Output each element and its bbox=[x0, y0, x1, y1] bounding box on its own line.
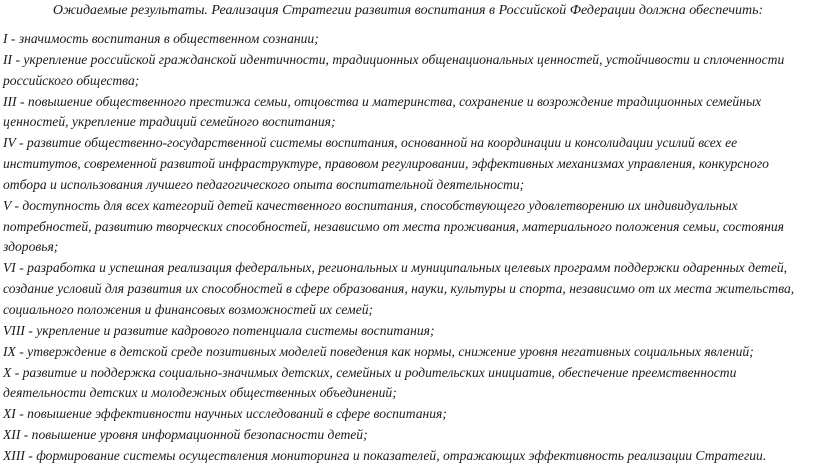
list-item: II - укрепление российской гражданской идентичности, традиционных общенациональных ценностей, устойчивости и сплоченности российского общества; bbox=[3, 51, 785, 88]
list-item: VIII - укрепление и развитие кадрового потенциала системы воспитания; bbox=[3, 322, 435, 338]
list-item: X - развитие и поддержка социально-значимых детских, семейных и родительских инициатив, обеспечение преемственности деятельности детских и молодежных общественных объединений; bbox=[3, 364, 737, 401]
results-list bbox=[3, 29, 811, 467]
list-item: XI - повышение эффективности научных исследований в сфере воспитания; bbox=[3, 406, 447, 422]
list-item: VI - разработка и успешная реализация федеральных, региональных и муниципальных целевых программ поддержки одаренных детей, создание условий для развития их способностей в сфере образования, науки, культуры и спорта, независимо от их места жительства, социального положения и финансовых возможностей их семей; bbox=[3, 260, 795, 317]
list-item: IX - утверждение в детской среде позитивных моделей поведения как нормы, снижение уровня негативных социальных явлений; bbox=[3, 343, 754, 359]
list-item: III - повышение общественного престижа семьи, отцовства и материнства, сохранение и возрождение традиционных семейных ценностей, укрепление традиций семейного воспитания; bbox=[3, 93, 762, 130]
document-title: Ожидаемые результаты. Реализация Стратегии развития воспитания в Российской Федерации должна обеспечить: bbox=[52, 3, 764, 18]
list-item: I - значимость воспитания в общественном сознании; bbox=[3, 31, 319, 46]
list-item: V - доступность для всех категорий детей качественного воспитания, способствующего удовлетворению их индивидуальных потребностей, развитию творческих способностей, независимо от места проживания, материального положения семьи, состояния здоровья; bbox=[3, 197, 784, 255]
list-item: XIII - формирование системы осуществления мониторинга и показателей, отражающих эффективность реализации Стратегии. bbox=[3, 447, 767, 463]
list-item: XII - повышение уровня информационной безопасности детей; bbox=[3, 427, 368, 443]
list-item: IV - развитие общественно-государственной системы воспитания, основанной на координации и консолидации усилий всех ее институтов, современной развитой инфраструктуре, правовом регулировании, эффективных механизмах управления, конкурсного отбора и использования лучшего педагогического опыта воспитательной деятельности; bbox=[3, 135, 769, 192]
